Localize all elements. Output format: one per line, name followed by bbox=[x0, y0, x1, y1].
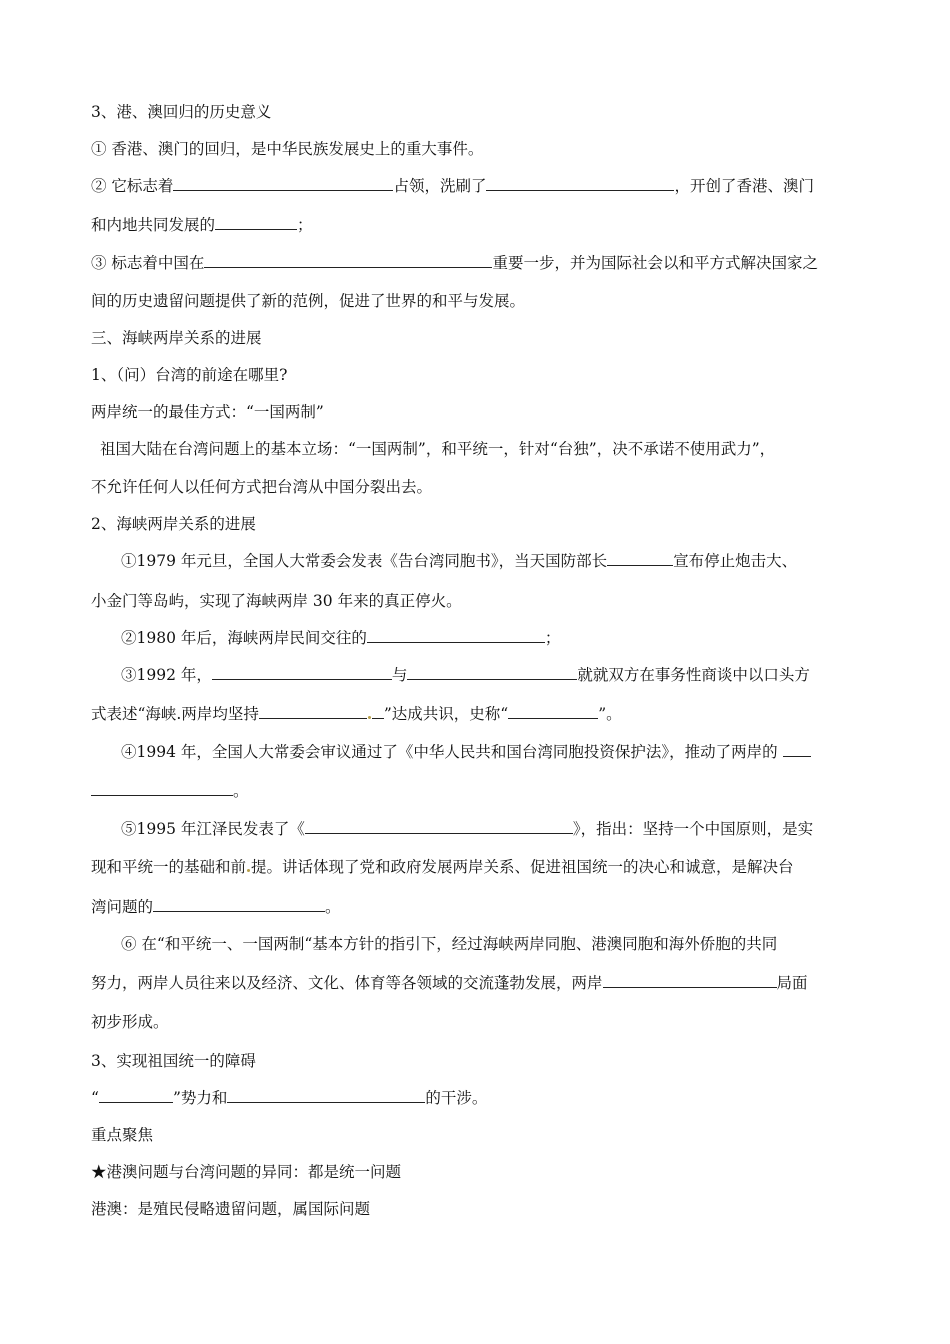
progress-item-2: ②1980 年后，海峡两岸民间交往的 ； bbox=[121, 629, 561, 647]
fill-blank-3[interactable] bbox=[215, 215, 297, 230]
paragraph-point-3-cont: 间的历史遗留问题提供了新的范例，促进了世界的和平与发展。 bbox=[91, 292, 526, 310]
fill-blank-14[interactable] bbox=[603, 973, 777, 988]
stray-mark-2 bbox=[247, 869, 250, 872]
fill-blank-2[interactable] bbox=[486, 176, 674, 191]
question-taiwan-future: 1、（问）台湾的前途在哪里? bbox=[91, 366, 288, 384]
obstacles-line: “ ”势力和 的干涉。 bbox=[91, 1089, 488, 1107]
fill-blank-10[interactable] bbox=[508, 704, 598, 719]
fill-blank-11b[interactable] bbox=[91, 781, 233, 796]
fill-blank-4[interactable] bbox=[204, 253, 492, 268]
fill-blank-13[interactable] bbox=[153, 897, 325, 912]
basic-stance-line: 祖国大陆在台湾问题上的基本立场：“一国两制”，和平统一，针对“台独”，决不承诺不使用武力”， bbox=[100, 440, 776, 458]
progress-item-4: ④1994 年，全国人大常委会审议通过了《中华人民共和国台湾同胞投资保护法》，推动了两岸的 bbox=[121, 742, 811, 762]
fill-blank-12[interactable] bbox=[305, 819, 573, 834]
hk-macau-note: 港澳：是殖民侵略遗留问题，属国际问题 bbox=[91, 1200, 371, 1218]
progress-item-1: ①1979 年元旦，全国人大常委会发表《告台湾同胞书》，当天国防部长 宣布停止炮击大、 bbox=[121, 552, 798, 570]
focus-heading: 重点聚焦 bbox=[91, 1126, 154, 1144]
progress-item-6: ⑥ 在“和平统一、一国两制“基本方针的指引下，经过海峡两岸同胞、港澳同胞和海外侨胞的共同 bbox=[121, 935, 778, 953]
star-point: ★港澳问题与台湾问题的异同：都是统一问题 bbox=[91, 1163, 402, 1181]
paragraph-point-1: ① 香港、澳门的回归，是中华民族发展史上的重大事件。 bbox=[91, 140, 484, 158]
section-heading-historical-significance: 3、港、澳回归的历史意义 bbox=[91, 103, 272, 121]
progress-item-1-cont: 小金门等岛屿，实现了海峡两岸 30 年来的真正停火。 bbox=[91, 592, 462, 610]
progress-item-3: ③1992 年， 与 就就双方在事务性商谈中以口头方 bbox=[121, 666, 810, 684]
fill-blank-5[interactable] bbox=[607, 551, 673, 566]
paragraph-point-3: ③ 标志着中国在 重要一步，并为国际社会以和平方式解决国家之 bbox=[91, 254, 818, 272]
subheading-progress: 2、海峡两岸关系的进展 bbox=[91, 515, 256, 533]
fill-blank-1[interactable] bbox=[173, 176, 393, 191]
fill-blank-7[interactable] bbox=[212, 665, 392, 680]
progress-item-6-cont: 努力，两岸人员往来以及经济、文化、体育等各领域的交流蓬勃发展，两岸 局面 bbox=[91, 974, 808, 992]
progress-item-3-cont: 式表述“海峡.两岸均坚持 ”达成共识，史称“ ”。 bbox=[91, 705, 622, 723]
section-heading-cross-strait: 三、海峡两岸关系的进展 bbox=[91, 329, 262, 347]
progress-item-6-cont2: 初步形成。 bbox=[91, 1013, 169, 1031]
fill-blank-16[interactable] bbox=[227, 1088, 425, 1103]
fill-blank-6[interactable] bbox=[367, 628, 545, 643]
fill-blank-8[interactable] bbox=[407, 665, 577, 680]
progress-item-5-cont: 现和平统一的基础和前 提。讲话体现了党和政府发展两岸关系、促进祖国统一的决心和诚意，是解决台 bbox=[91, 858, 794, 876]
fill-blank-11[interactable] bbox=[783, 742, 811, 757]
progress-item-5: ⑤1995 年江泽民发表了《 》，指出：坚持一个中国原则，是实 bbox=[121, 820, 814, 838]
fill-blank-9[interactable] bbox=[259, 704, 367, 719]
fill-blank-15[interactable] bbox=[99, 1088, 173, 1103]
fill-blank-9b[interactable] bbox=[372, 704, 384, 719]
subheading-obstacles: 3、实现祖国统一的障碍 bbox=[91, 1052, 256, 1070]
paragraph-point-2-cont: 和内地共同发展的 ； bbox=[91, 216, 313, 234]
progress-item-4-cont: 。 bbox=[91, 781, 249, 801]
stray-mark bbox=[368, 716, 371, 719]
best-method-line: 两岸统一的最佳方式：“一国两制” bbox=[91, 403, 324, 421]
progress-item-5-cont2: 湾问题的 。 bbox=[91, 898, 341, 916]
paragraph-point-2: ② 它标志着 占领，洗刷了 ，开创了香港、澳门 bbox=[91, 177, 814, 195]
basic-stance-line-cont: 不允许任何人以任何方式把台湾从中国分裂出去。 bbox=[91, 478, 433, 496]
